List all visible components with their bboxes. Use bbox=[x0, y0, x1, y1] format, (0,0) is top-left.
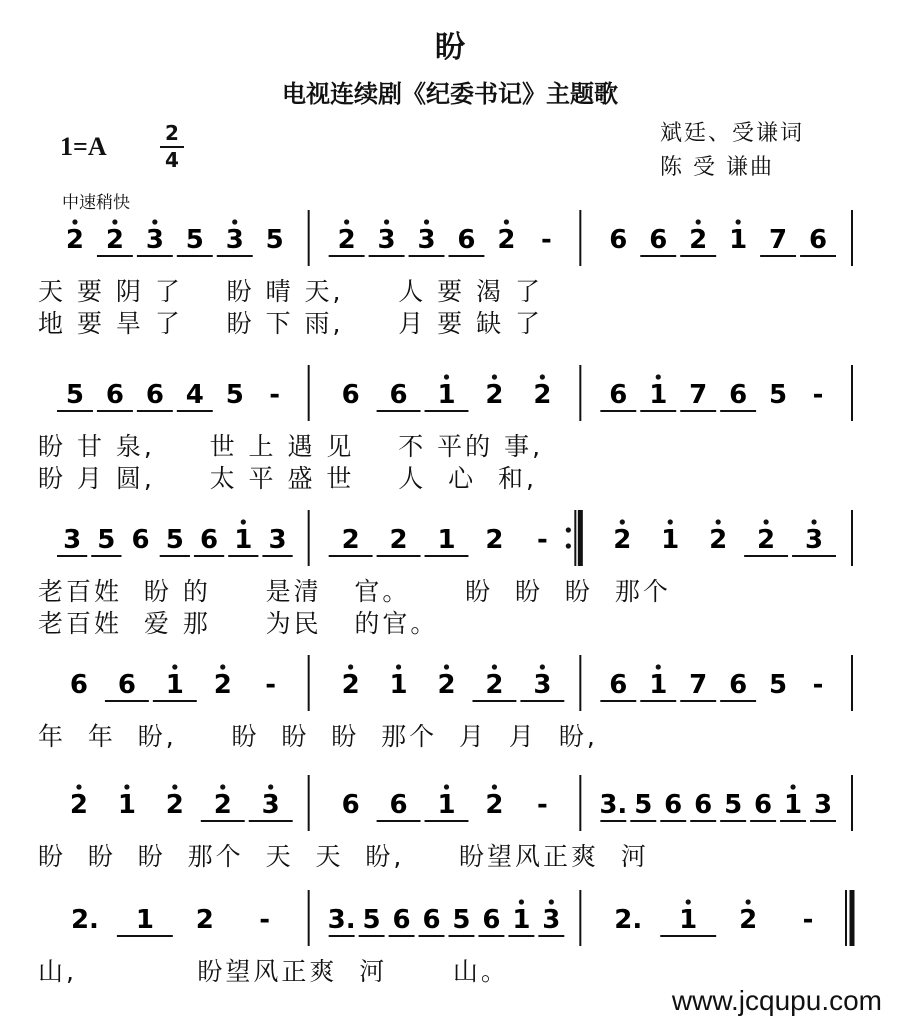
note: 4 bbox=[185, 380, 204, 410]
note: 1 bbox=[649, 670, 668, 700]
note: 6 bbox=[422, 905, 441, 935]
note: 1 bbox=[679, 905, 698, 935]
note: 5 bbox=[769, 380, 788, 410]
note: 5 bbox=[362, 905, 381, 935]
note: 2 bbox=[689, 225, 708, 255]
octave-dot bbox=[540, 374, 545, 379]
tempo-marking: 中速稍快 bbox=[62, 193, 130, 213]
octave-dot bbox=[220, 784, 225, 789]
note: 6 bbox=[145, 380, 164, 410]
notation-line bbox=[0, 880, 900, 950]
octave-dot bbox=[492, 374, 497, 379]
octave-dot bbox=[519, 899, 524, 904]
notation-line bbox=[0, 765, 900, 835]
note: 7 bbox=[769, 225, 788, 255]
note: 3 bbox=[145, 225, 164, 255]
note: 2 bbox=[213, 670, 232, 700]
note: 3 bbox=[225, 225, 244, 255]
note: 1 bbox=[234, 525, 253, 555]
note: 1 bbox=[729, 225, 748, 255]
note: 2 bbox=[437, 670, 456, 700]
octave-dot bbox=[220, 664, 225, 669]
octave-dot bbox=[424, 219, 429, 224]
octave-dot bbox=[112, 219, 117, 224]
octave-dot bbox=[549, 899, 554, 904]
note: 6 bbox=[341, 380, 360, 410]
note: 5 bbox=[165, 525, 184, 555]
note: 1 bbox=[437, 380, 456, 410]
note: 6 bbox=[609, 380, 628, 410]
note: 2 bbox=[497, 225, 516, 255]
octave-dot bbox=[444, 664, 449, 669]
note: 3 bbox=[533, 670, 552, 700]
notation-line bbox=[0, 200, 900, 270]
octave-dot bbox=[620, 519, 625, 524]
song-title: 盼 bbox=[435, 30, 465, 65]
octave-dot bbox=[716, 519, 721, 524]
octave-dot bbox=[396, 664, 401, 669]
note: 3 bbox=[261, 790, 280, 820]
note: 1 bbox=[437, 790, 456, 820]
lyricist-credit: 斌廷、受谦词 bbox=[660, 121, 805, 146]
octave-dot bbox=[444, 374, 449, 379]
note: 2 bbox=[195, 905, 214, 935]
note: 1 bbox=[165, 670, 184, 700]
dash-sustain: - bbox=[540, 225, 552, 255]
octave-dot bbox=[656, 374, 661, 379]
octave-dot bbox=[444, 784, 449, 789]
note: 2 bbox=[613, 525, 632, 555]
note: 3 bbox=[63, 525, 82, 555]
note: 1 bbox=[437, 525, 456, 555]
octave-dot bbox=[384, 219, 389, 224]
note: 2 bbox=[165, 790, 184, 820]
octave-dot bbox=[72, 219, 77, 224]
note: 6 bbox=[609, 670, 628, 700]
note: 3 bbox=[268, 525, 287, 555]
octave-dot bbox=[268, 784, 273, 789]
octave-dot bbox=[492, 784, 497, 789]
lyric-line-2: 盼 月 圆, 太 平 盛 世 人 心 和, bbox=[38, 464, 537, 493]
note: 6 bbox=[649, 225, 668, 255]
note: 5 bbox=[225, 380, 244, 410]
note: 2 bbox=[213, 790, 232, 820]
note: 2 bbox=[485, 670, 504, 700]
note: 2 bbox=[341, 525, 360, 555]
note: 1 bbox=[117, 790, 136, 820]
time-signature-bottom: 4 bbox=[165, 148, 179, 172]
time-signature-top: 2 bbox=[165, 121, 179, 145]
note: 6 bbox=[754, 790, 773, 820]
note: 2. bbox=[70, 905, 99, 935]
note: 3. bbox=[599, 790, 628, 820]
note: 6 bbox=[69, 670, 89, 700]
note: 2 bbox=[485, 790, 504, 820]
octave-dot bbox=[504, 219, 509, 224]
website-watermark: www.jcqupu.com bbox=[671, 985, 882, 1016]
note: 6 bbox=[808, 225, 828, 255]
note: 5 bbox=[65, 380, 85, 410]
note: 2 bbox=[105, 225, 124, 255]
octave-dot bbox=[232, 219, 237, 224]
note: 6 bbox=[482, 905, 501, 935]
octave-dot bbox=[76, 784, 81, 789]
octave-dot bbox=[736, 219, 741, 224]
lyric-line-1: 老百姓 盼 的 是清 官。 盼 盼 盼 那个 bbox=[38, 577, 671, 606]
note: 2 bbox=[341, 670, 360, 700]
octave-dot bbox=[696, 219, 701, 224]
note: 3. bbox=[327, 905, 356, 935]
octave-dot bbox=[811, 519, 816, 524]
dash-sustain: - bbox=[802, 905, 814, 935]
note: 2 bbox=[709, 525, 728, 555]
note: 2 bbox=[65, 225, 85, 255]
note: 3 bbox=[542, 905, 561, 935]
note: 1 bbox=[661, 525, 680, 555]
note: 1 bbox=[512, 905, 531, 935]
time-signature bbox=[160, 122, 184, 172]
octave-dot bbox=[686, 899, 691, 904]
note: 1 bbox=[135, 905, 154, 935]
lyric-line-2: 地 要 旱 了 盼 下 雨, 月 要 缺 了 bbox=[38, 309, 544, 338]
octave-dot bbox=[668, 519, 673, 524]
note: 6 bbox=[200, 525, 219, 555]
octave-dot bbox=[492, 664, 497, 669]
notation-line bbox=[0, 355, 900, 425]
note: 2 bbox=[739, 905, 758, 935]
lyric-line-1: 盼 盼 盼 那个 天 天 盼, 盼望风正爽 河 bbox=[38, 842, 649, 871]
notation-line bbox=[0, 500, 900, 570]
note: 1 bbox=[649, 380, 668, 410]
note: 3 bbox=[417, 225, 436, 255]
octave-dot bbox=[241, 519, 246, 524]
note: 6 bbox=[389, 790, 408, 820]
note: 6 bbox=[341, 790, 360, 820]
note: 3 bbox=[377, 225, 396, 255]
note: 6 bbox=[389, 380, 408, 410]
note: 6 bbox=[457, 225, 476, 255]
note: 7 bbox=[689, 380, 708, 410]
note: 3 bbox=[813, 790, 833, 820]
note: 1 bbox=[784, 790, 803, 820]
note: 2 bbox=[69, 790, 89, 820]
note: 6 bbox=[392, 905, 411, 935]
octave-dot bbox=[124, 784, 129, 789]
dash-sustain: - bbox=[812, 670, 824, 700]
note: 6 bbox=[664, 790, 683, 820]
note: 2 bbox=[389, 525, 408, 555]
note: 6 bbox=[694, 790, 713, 820]
octave-dot bbox=[344, 219, 349, 224]
octave-dot bbox=[348, 664, 353, 669]
note: 5 bbox=[769, 670, 788, 700]
note: 2 bbox=[757, 525, 776, 555]
lyric-line-2: 老百姓 爱 那 为民 的官。 bbox=[38, 609, 439, 638]
lyric-line-1: 盼 甘 泉, 世 上 遇 见 不 平的 事, bbox=[38, 432, 544, 461]
note: 2 bbox=[337, 225, 356, 255]
octave-dot bbox=[172, 784, 177, 789]
dash-sustain: - bbox=[269, 380, 281, 410]
dash-sustain: - bbox=[259, 905, 271, 935]
lyric-line-1: 山, 盼望风正爽 河 山。 bbox=[38, 957, 509, 986]
dash-sustain: - bbox=[536, 525, 548, 555]
song-subtitle: 电视连续剧《纪委书记》主题歌 bbox=[282, 80, 618, 108]
note: 2 bbox=[485, 380, 504, 410]
note: 5 bbox=[724, 790, 743, 820]
key-signature: 1=A bbox=[60, 132, 107, 161]
dash-sustain: - bbox=[812, 380, 824, 410]
dash-sustain: - bbox=[265, 670, 277, 700]
octave-dot bbox=[746, 899, 751, 904]
dash-sustain: - bbox=[536, 790, 548, 820]
note: 2 bbox=[485, 525, 504, 555]
note: 7 bbox=[689, 670, 708, 700]
composer-credit: 陈 受 谦曲 bbox=[660, 155, 774, 180]
note: 5 bbox=[452, 905, 471, 935]
note: 3 bbox=[804, 525, 824, 555]
note: 6 bbox=[105, 380, 124, 410]
octave-dot bbox=[152, 219, 157, 224]
note: 6 bbox=[609, 225, 628, 255]
note: 5 bbox=[265, 225, 284, 255]
note: 5 bbox=[97, 525, 116, 555]
note: 5 bbox=[185, 225, 204, 255]
note: 6 bbox=[131, 525, 150, 555]
octave-dot bbox=[656, 664, 661, 669]
note: 5 bbox=[634, 790, 653, 820]
notation-line bbox=[0, 645, 900, 715]
octave-dot bbox=[172, 664, 177, 669]
note: 6 bbox=[729, 670, 748, 700]
octave-dot bbox=[764, 519, 769, 524]
note: 2. bbox=[614, 905, 643, 935]
repeat-dot bbox=[566, 543, 571, 548]
note: 1 bbox=[389, 670, 408, 700]
lyric-line-1: 天 要 阴 了 盼 晴 天, 人 要 渴 了 bbox=[38, 277, 544, 306]
repeat-dot bbox=[566, 527, 571, 532]
note: 6 bbox=[729, 380, 748, 410]
lyric-line-1: 年 年 盼, 盼 盼 盼 那个 月 月 盼, bbox=[38, 722, 598, 751]
octave-dot bbox=[790, 784, 795, 789]
note: 6 bbox=[117, 670, 136, 700]
octave-dot bbox=[540, 664, 545, 669]
note: 2 bbox=[533, 380, 552, 410]
